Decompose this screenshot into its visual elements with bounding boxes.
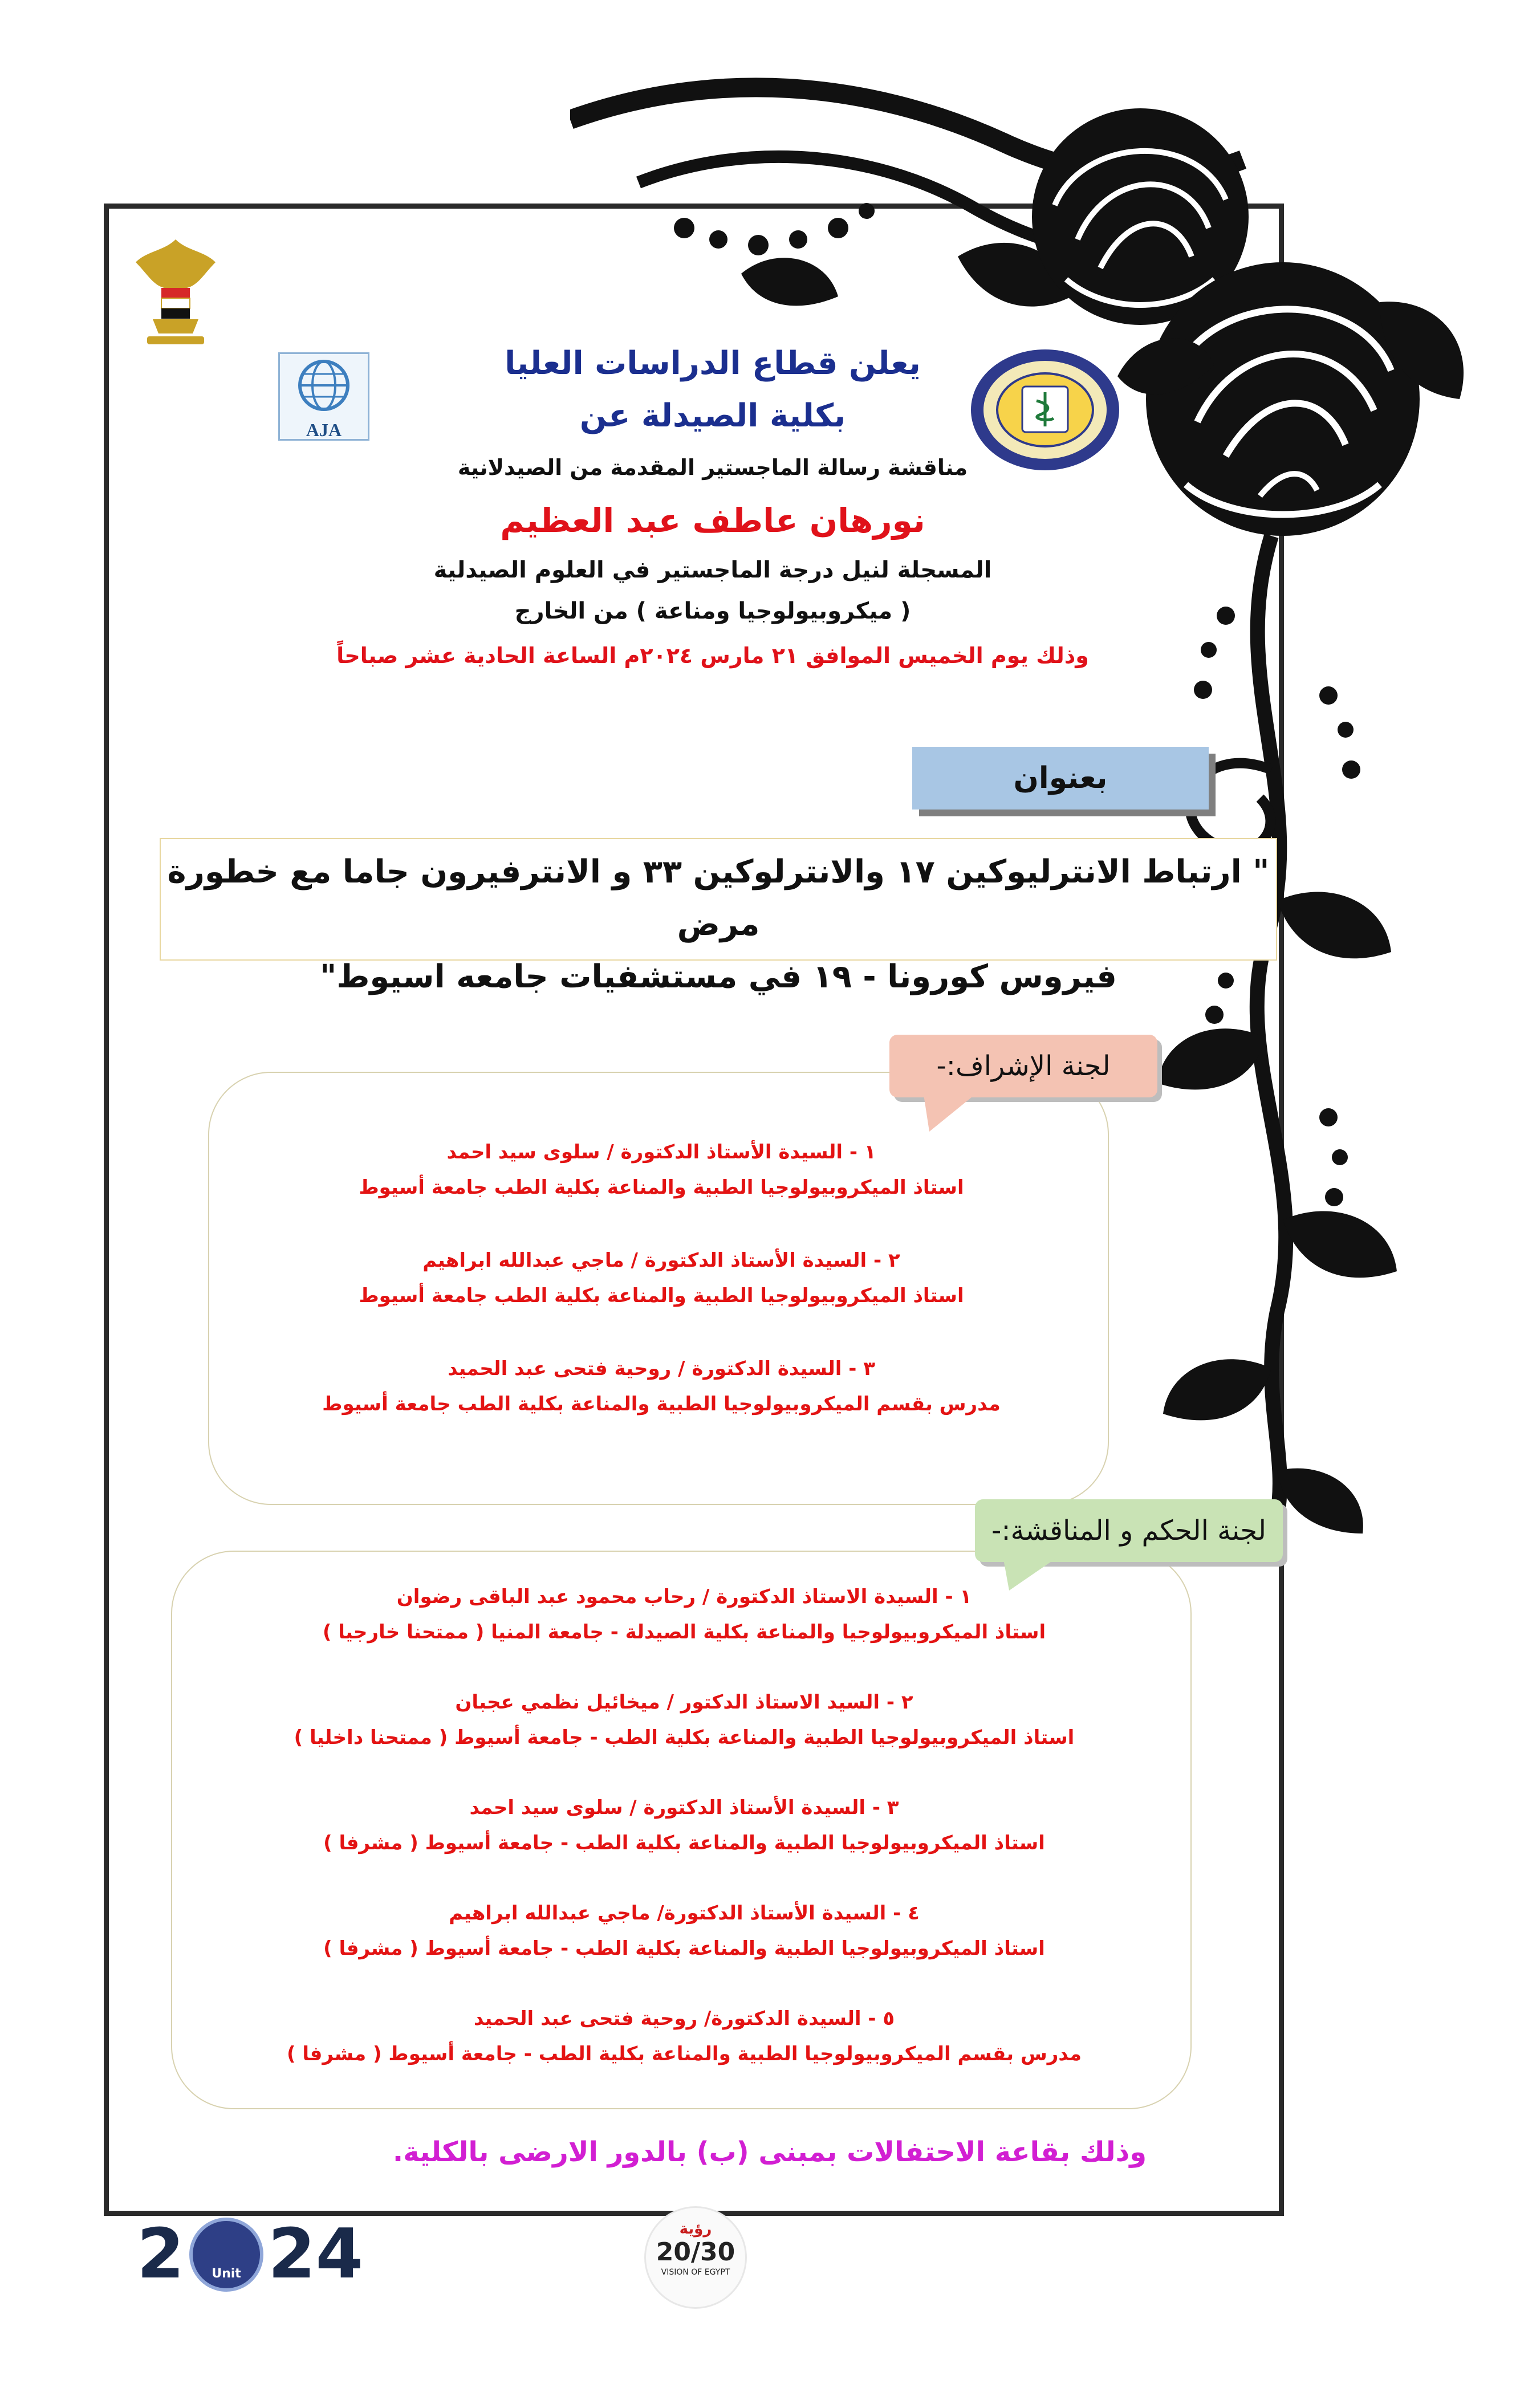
title-label: بعنوان xyxy=(1013,761,1108,795)
year-2024-logo xyxy=(137,2212,399,2297)
examiner-3-name: ٣ - السيدة الأستاذ الدكتورة / سلوى سيد احمد xyxy=(469,1796,899,1819)
supervisor-3 xyxy=(205,1351,1117,1422)
thesis-title-line-1: " ارتباط الانترليوكين ١٧ والانترلوكين ٣٣ و الانترفيرون جاما مع خطورة مرض xyxy=(167,853,1270,943)
examiner-2 xyxy=(228,1685,1140,1755)
examiner-3-title: استاذ الميكروبيولوجيا الطبية والمناعة بكلية الطب - جامعة أسيوط ( مشرفا ) xyxy=(323,1832,1045,1854)
supervision-bubble-tail xyxy=(924,1095,975,1134)
examiner-5-name: ٥ - السيدة الدكتورة/ روحية فتحى عبد الحميد xyxy=(473,2007,895,2030)
unit-badge-icon xyxy=(189,2218,263,2292)
examiner-1-name: ١ - السيدة الاستاذ الدكتورة / رحاب محمود عبد الباقى رضوان xyxy=(396,1585,972,1608)
venue-line: وذلك بقاعة الاحتفالات بمبنى (ب) بالدور الارضى بالكلية. xyxy=(392,2136,1147,2168)
examiner-5 xyxy=(228,2001,1140,2072)
supervision-label-bubble xyxy=(889,1035,1157,1097)
year-digit-left: 2 xyxy=(137,2215,185,2294)
examiner-2-name: ٢ - السيد الاستاذ الدكتور / ميخائيل نظمي عجبان xyxy=(455,1691,913,1714)
examiner-4 xyxy=(228,1896,1140,1966)
aja-logo-text: AJA xyxy=(306,420,342,440)
supervisor-1 xyxy=(205,1134,1117,1205)
supervisor-2 xyxy=(205,1243,1117,1313)
supervisor-2-name: ٢ - السيدة الأستاذ الدكتورة / ماجي عبدالله ابراهيم xyxy=(422,1249,900,1272)
unit-badge-label: Unit xyxy=(212,2267,241,2281)
supervisor-3-title: مدرس بقسم الميكروبيولوجيا الطبية والمناعة بكلية الطب جامعة أسيوط xyxy=(322,1393,1001,1415)
thesis-title-box xyxy=(160,838,1277,995)
examiner-5-title: مدرس بقسم الميكروبيولوجيا الطبية والمناعة بكلية الطب - جامعة أسيوط ( مشرفا ) xyxy=(286,2043,1082,2065)
header-degree: المسجلة لنيل درجة الماجستير في العلوم الصيدلية xyxy=(433,557,992,583)
supervisor-3-name: ٣ - السيدة الدكتورة / روحية فتحى عبد الحميد xyxy=(447,1357,875,1380)
examiner-4-title: استاذ الميكروبيولوجيا الطبية والمناعة بكلية الطب - جامعة أسيوط ( مشرفا ) xyxy=(323,1937,1045,1960)
supervisor-1-title: استاذ الميكروبيولوجيا الطبية والمناعة بكلية الطب جامعة أسيوط xyxy=(359,1176,964,1199)
examiner-4-name: ٤ - السيدة الأستاذ الدكتورة/ ماجي عبدالله ابراهيم xyxy=(449,1902,920,1925)
egypt-emblem-logo xyxy=(130,234,221,353)
header-specialty: ( ميكروبيولوجيا ومناعة ) من الخارج xyxy=(514,598,911,624)
year-digits-right: 24 xyxy=(268,2215,363,2294)
examiner-2-title: استاذ الميكروبيولوجيا الطبية والمناعة بكلية الطب - جامعة أسيوط ( ممتحنا داخليا ) xyxy=(294,1726,1075,1749)
thesis-title-line-2: فيروس كورونا - ١٩ في مستشفيات جامعه اسيوط" xyxy=(320,958,1117,995)
examiner-1-title: استاذ الميكروبيولوجيا والمناعة بكلية الصيدلة - جامعة المنيا ( ممتحنا خارجيا ) xyxy=(322,1621,1046,1644)
header-faculty: بكلية الصيدلة عن xyxy=(579,397,846,434)
header-announce: يعلن قطاع الدراسات العليا xyxy=(505,345,921,382)
supervisor-2-title: استاذ الميكروبيولوجيا الطبية والمناعة بكلية الطب جامعة أسيوط xyxy=(359,1284,964,1307)
supervisor-1-name: ١ - السيدة الأستاذ الدكتورة / سلوى سيد احمد xyxy=(446,1141,876,1164)
candidate-name: نورهان عاطف عبد العظيم xyxy=(500,501,925,540)
vision-year-text: 20/30 xyxy=(656,2238,735,2267)
title-label-box xyxy=(912,747,1209,810)
examination-label: لجنة الحكم و المناقشة:- xyxy=(991,1515,1266,1547)
examination-label-bubble xyxy=(975,1499,1283,1562)
supervision-label: لجنة الإشراف:- xyxy=(936,1050,1111,1082)
examiner-3 xyxy=(228,1790,1140,1861)
vision-top-text: رؤية xyxy=(679,2220,712,2238)
defense-date: وذلك يوم الخميس الموافق ٢١ مارس ٢٠٢٤م الساعة الحادية عشر صباحاً xyxy=(336,643,1089,668)
header-discussion: مناقشة رسالة الماجستير المقدمة من الصيدلانية xyxy=(457,455,968,480)
examiner-1 xyxy=(228,1579,1140,1650)
vision-2030-logo xyxy=(644,2206,747,2309)
vision-caption-text: VISION OF EGYPT xyxy=(661,2268,730,2277)
